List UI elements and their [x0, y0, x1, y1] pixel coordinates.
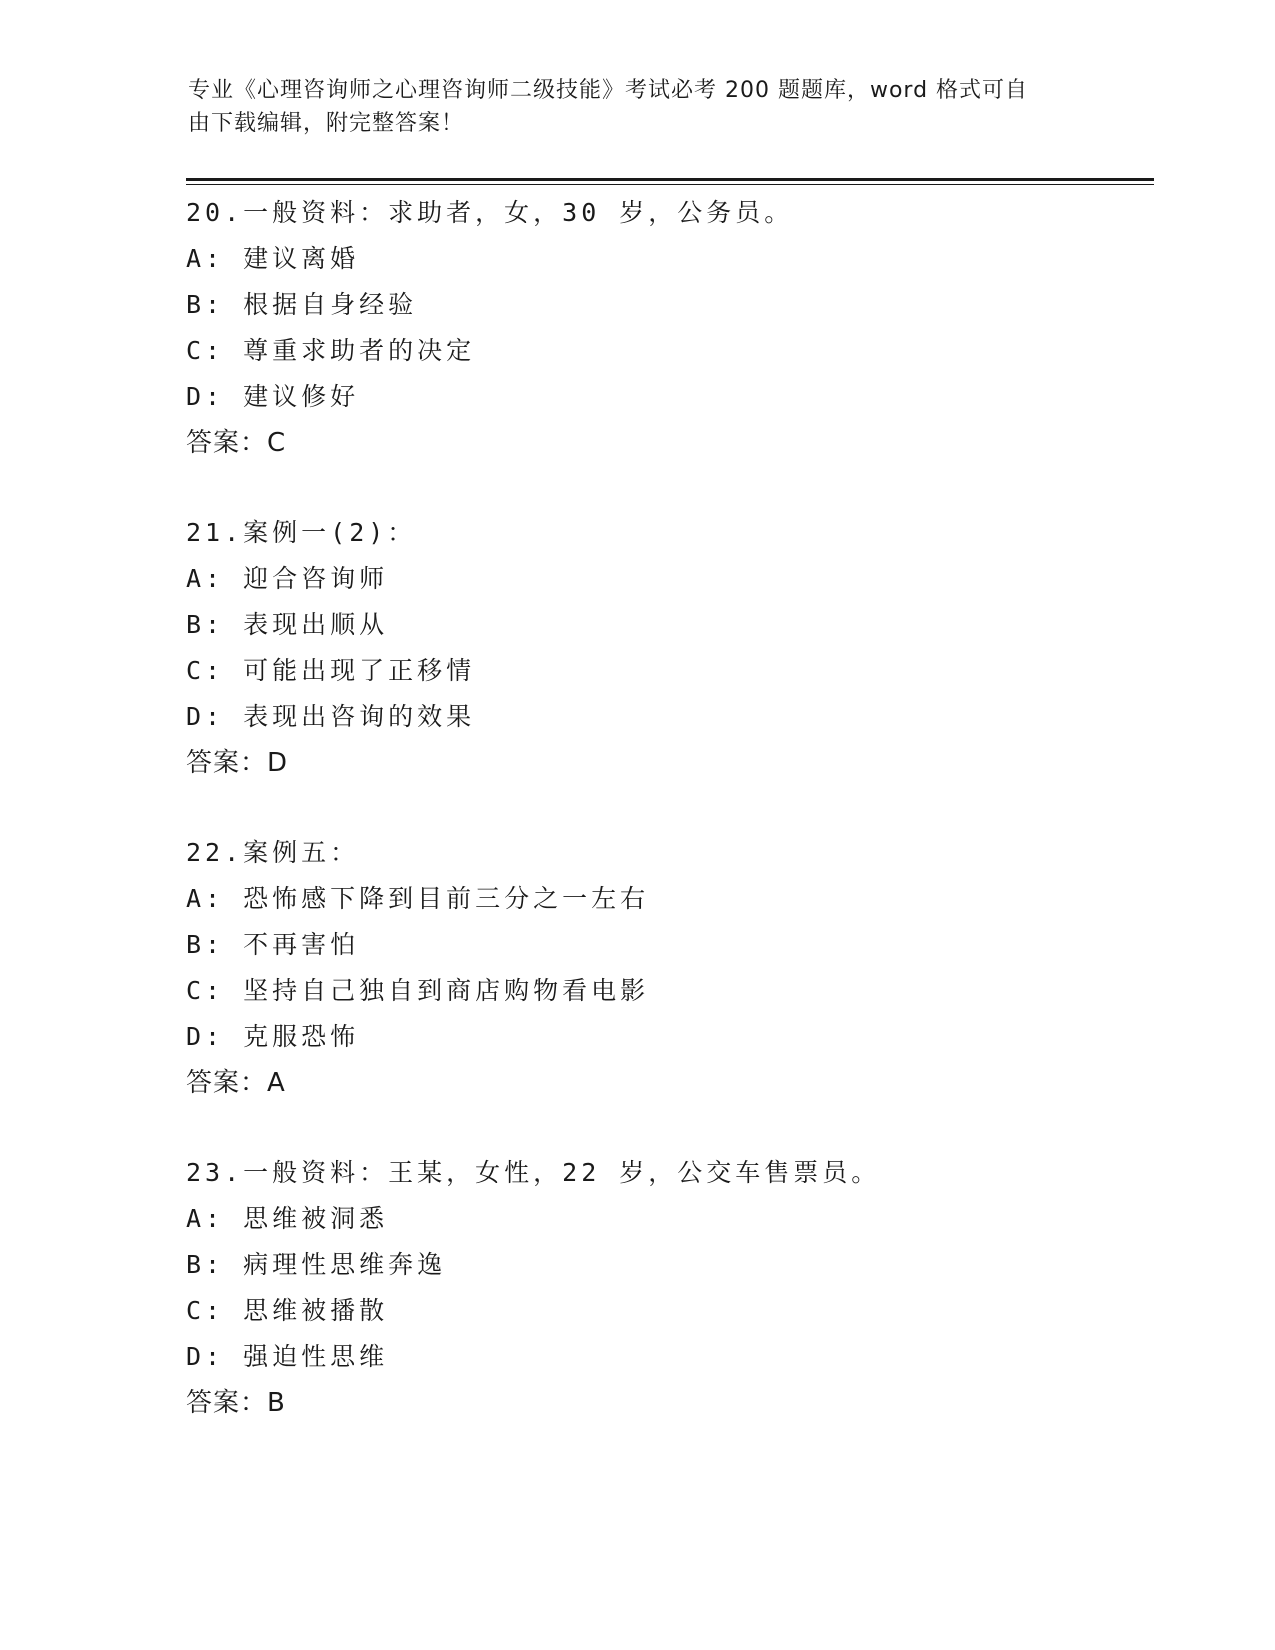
- answer-line: 答案：B: [186, 1388, 286, 1418]
- answer-line: 答案：C: [186, 428, 287, 458]
- question-stem: 23.一般资料：王某，女性，22 岁，公交车售票员。: [186, 1158, 881, 1187]
- question-block-22: [186, 830, 1086, 1106]
- option-d: D: 克服恐怖: [186, 1022, 360, 1051]
- option-c: C: 尊重求助者的决定: [186, 336, 476, 365]
- question-block-23: [186, 1150, 1086, 1426]
- option-a: A: 建议离婚: [186, 244, 360, 273]
- option-b: B: 病理性思维奔逸: [186, 1250, 447, 1279]
- question-stem: 20.一般资料：求助者，女，30 岁，公务员。: [186, 198, 794, 227]
- option-a: A: 思维被洞悉: [186, 1204, 389, 1233]
- question-stem: 22.案例五：: [186, 838, 360, 867]
- option-d: D: 表现出咨询的效果: [186, 702, 476, 731]
- document-header: [188, 74, 1068, 140]
- question-block-20: [186, 190, 1086, 466]
- question-stem: 21.案例一(2)：: [186, 518, 417, 547]
- option-d: D: 强迫性思维: [186, 1342, 389, 1371]
- option-b: B: 不再害怕: [186, 930, 360, 959]
- option-d: D: 建议修好: [186, 382, 360, 411]
- option-b: B: 根据自身经验: [186, 290, 418, 319]
- option-c: C: 思维被播散: [186, 1296, 389, 1325]
- header-line-1: 专业《心理咨询师之心理咨询师二级技能》考试必考 200 题题库，word 格式可自: [188, 78, 1029, 103]
- header-divider-thin: [186, 184, 1154, 185]
- question-block-21: [186, 510, 1086, 786]
- answer-line: 答案：A: [186, 1068, 286, 1098]
- option-c: C: 可能出现了正移情: [186, 656, 476, 685]
- header-line-2: 由下载编辑，附完整答案！: [188, 111, 465, 136]
- answer-line: 答案：D: [186, 748, 289, 778]
- option-a: A: 迎合咨询师: [186, 564, 389, 593]
- option-c: C: 坚持自己独自到商店购物看电影: [186, 976, 650, 1005]
- header-divider-thick: [186, 178, 1154, 181]
- option-a: A: 恐怖感下降到目前三分之一左右: [186, 884, 650, 913]
- option-b: B: 表现出顺从: [186, 610, 389, 639]
